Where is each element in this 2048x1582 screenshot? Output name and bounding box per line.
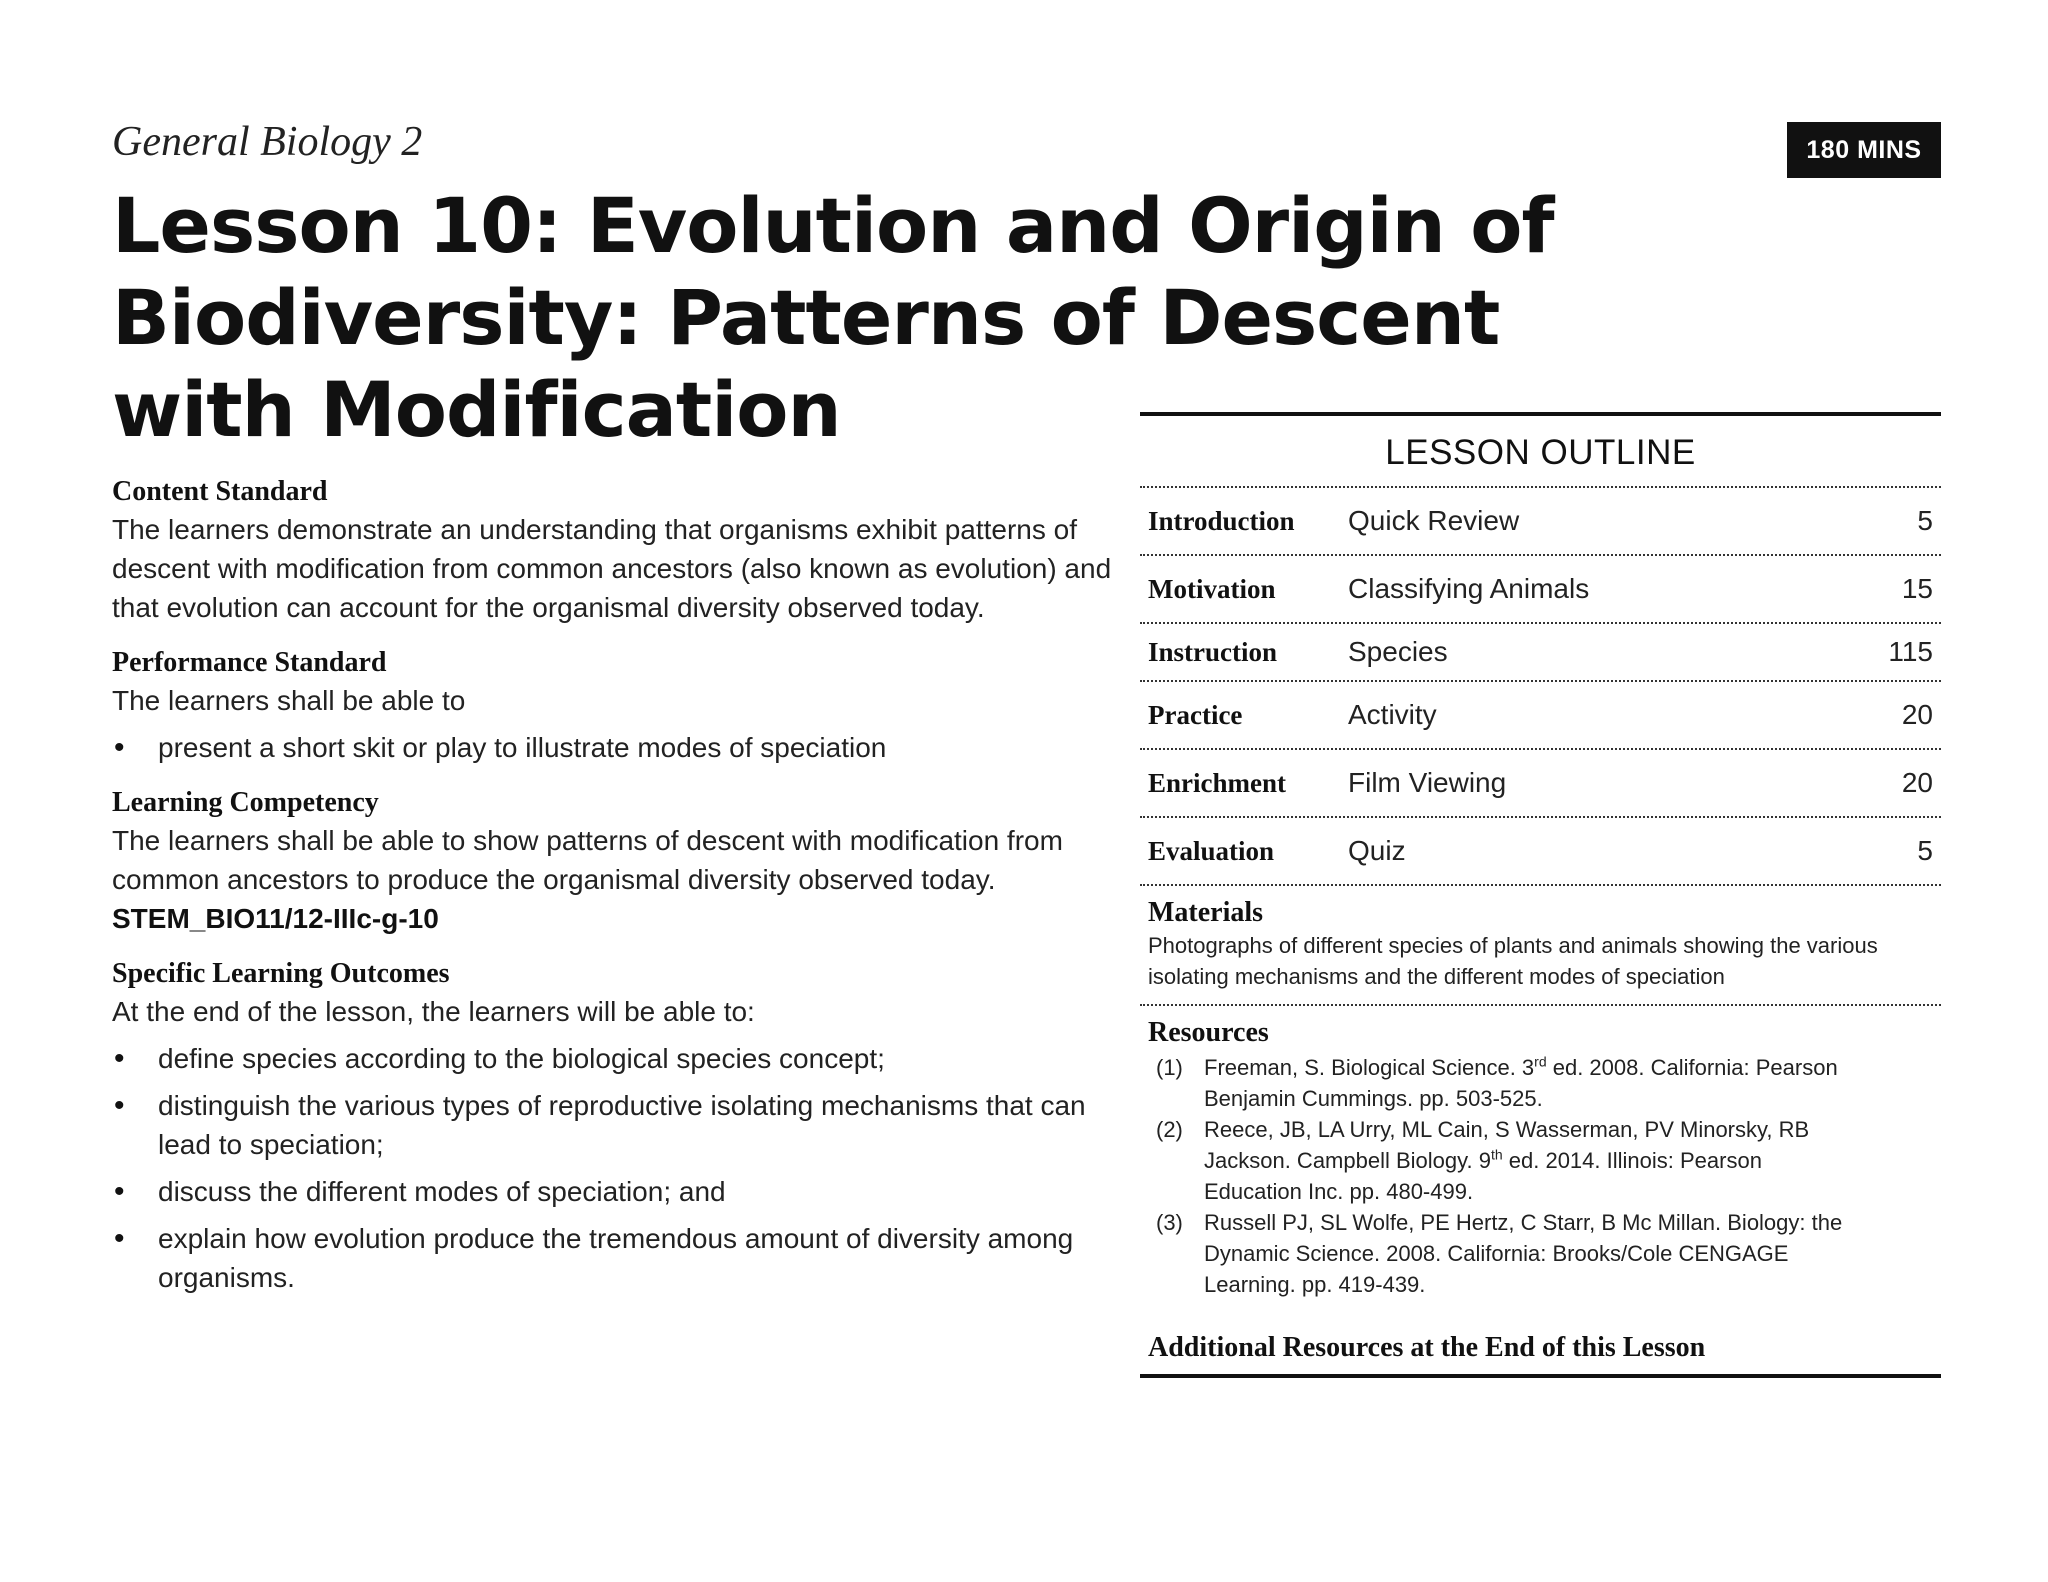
resources-section (1140, 1006, 1941, 1300)
outline-topic: Film Viewing (1348, 767, 1507, 798)
list-item: • discuss the different modes of speciation; and (112, 1172, 1122, 1211)
outline-minutes: 15 (1901, 573, 1933, 604)
outline-minutes: 20 (1901, 767, 1933, 798)
ordinal-suffix: rd (1534, 1053, 1547, 1070)
outline-title: LESSON OUTLINE (1385, 433, 1696, 472)
resource-text: Russell PJ, SL Wolfe, PE Hertz, C Starr, B Mc Millan. Biology: the Dynamic Science. 2008. California: Brooks/Cole CENGAGE Learning. pp. 419-439. (1204, 1210, 1843, 1297)
performance-standard-intro: The learners shall be able to (112, 685, 466, 716)
outline-minutes: 20 (1901, 699, 1933, 730)
outline-part: Introduction (1148, 505, 1295, 536)
list-item: • define species according to the biological species concept; (112, 1039, 1122, 1078)
resource-text: Reece, JB, LA Urry, ML Cain, S Wasserman, PV Minorsky, RB Jackson. Campbell Biology. 9 (1204, 1117, 1810, 1173)
lesson-outline (1140, 412, 1941, 1378)
course-name: General Biology 2 (112, 119, 423, 165)
outline-topic: Classifying Animals (1348, 573, 1590, 604)
outcomes-heading: Specific Learning Outcomes (112, 958, 450, 989)
performance-standard-list (112, 728, 1122, 767)
resource-number: (2) (1156, 1117, 1183, 1142)
outline-row (1140, 750, 1941, 818)
content-standard-heading: Content Standard (112, 476, 328, 507)
lesson-title: Lesson 10: Evolution and Origin of Biodiversity: Patterns of Descent with Modification (112, 181, 1554, 454)
outline-part: Evaluation (1148, 835, 1275, 866)
list-item: • distinguish the various types of reproductive isolating mechanisms that can lead to speciation; (112, 1086, 1122, 1164)
outline-row (1140, 818, 1941, 886)
outline-topic: Quiz (1348, 835, 1406, 866)
duration-badge: 180 MINS (1787, 122, 1941, 178)
list-item (1148, 1114, 1844, 1207)
outline-part: Motivation (1148, 573, 1276, 604)
outline-row (1140, 682, 1941, 750)
outline-bottom-rule (1140, 1374, 1941, 1378)
list-item (1148, 1207, 1844, 1300)
outline-minutes: 115 (1888, 636, 1933, 667)
materials-text: Photographs of different species of plants and animals showing the various isolating mechanisms and the different modes of speciation (1148, 933, 1878, 989)
resources-list (1148, 1052, 1933, 1300)
materials-section (1140, 886, 1941, 1006)
list-item: • explain how evolution produce the tremendous amount of diversity among organisms. (112, 1219, 1122, 1297)
outline-part: Instruction (1148, 636, 1278, 667)
materials-heading: Materials (1148, 897, 1264, 928)
resource-text-cont: ed. 2014. Illinois: Pearson Education Inc. pp. 480-499. (1204, 1148, 1762, 1204)
resource-number: (3) (1156, 1210, 1183, 1235)
ordinal-suffix: th (1490, 1146, 1503, 1163)
outline-row (1140, 624, 1941, 682)
outline-topic: Quick Review (1348, 505, 1520, 536)
outcomes-list (112, 1039, 1122, 1297)
learning-competency-heading: Learning Competency (112, 787, 379, 818)
performance-standard-heading: Performance Standard (112, 647, 387, 678)
resources-heading: Resources (1148, 1017, 1269, 1048)
resource-number: (1) (1156, 1055, 1183, 1080)
additional-resources-note: Additional Resources at the End of this Lesson (1148, 1332, 1706, 1363)
lesson-details (112, 474, 1122, 1297)
resource-text: Freeman, S. Biological Science. 3 (1204, 1055, 1535, 1080)
outline-row (1140, 556, 1941, 624)
outline-part: Enrichment (1148, 767, 1286, 798)
outline-minutes: 5 (1917, 835, 1933, 866)
list-item: • present a short skit or play to illustrate modes of speciation (112, 728, 1122, 767)
competency-code: STEM_BIO11/12-IIIc-g-10 (112, 903, 439, 934)
list-item (1148, 1052, 1844, 1114)
outline-minutes: 5 (1917, 505, 1933, 536)
outline-topic: Activity (1348, 699, 1437, 730)
outcomes-intro: At the end of the lesson, the learners will be able to: (112, 996, 755, 1027)
outline-row (1140, 488, 1941, 556)
resource-text-cont: ed. 2008. California: Pearson Benjamin Cummings. pp. 503-525. (1204, 1055, 1838, 1111)
learning-competency-text: The learners shall be able to show patterns of descent with modification from common ancestors to produce the organismal diversity observed today. (112, 825, 1063, 895)
outline-topic: Species (1348, 636, 1448, 667)
content-standard-text: The learners demonstrate an understanding that organisms exhibit patterns of descent with modification from common ancestors (also known as evolution) and that evolution can account for the organismal diversity observed today. (112, 514, 1112, 623)
outline-part: Practice (1148, 699, 1243, 730)
